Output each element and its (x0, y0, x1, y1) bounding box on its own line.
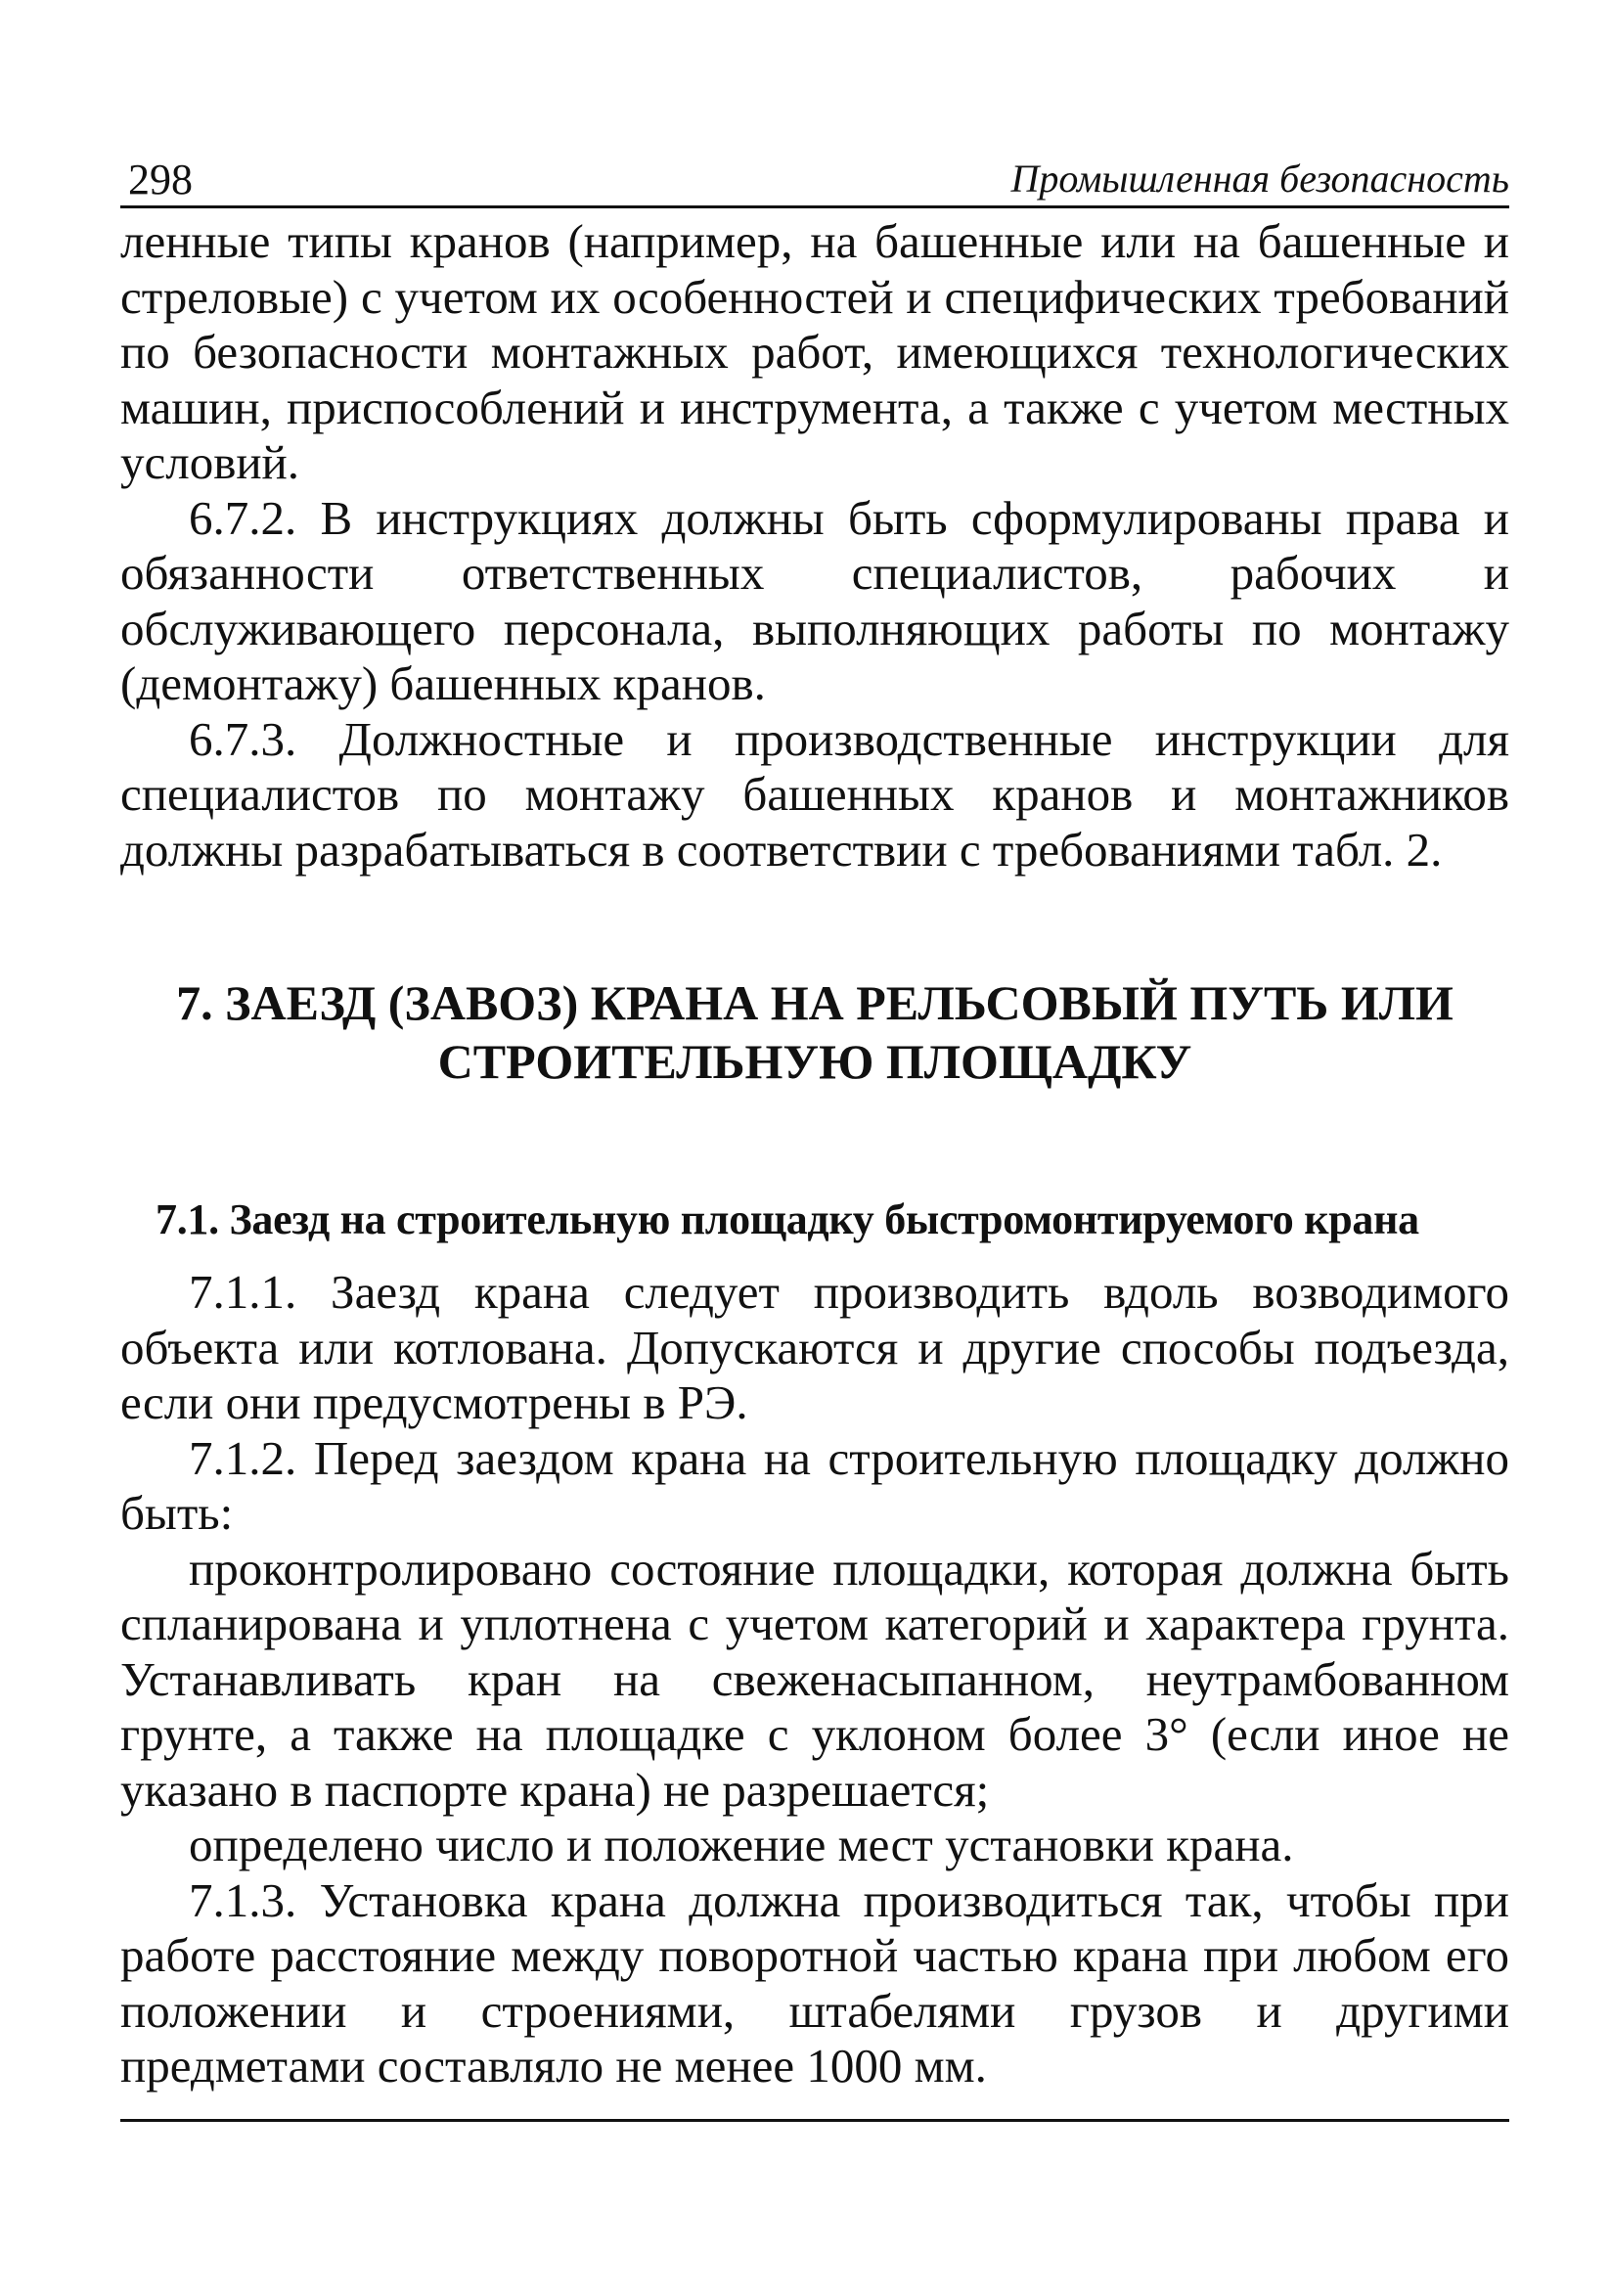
paragraph-6-7-3: 6.7.3. Должностные и производственные инструкции для специалистов по монтажу башенных кранов и монтажников должны разрабатываться в соответствии с требованиями табл. 2. (120, 711, 1509, 877)
paragraph-7-1-2: 7.1.2. Перед заездом крана на строительную площадку должно быть: (120, 1430, 1509, 1540)
running-header (120, 147, 1509, 208)
list-item-site-check: проконтролировано состояние площадки, которая должна быть спланирована и уплотнена с учетом категорий и характера грунта. Устанавливать кран на свеженасыпанном, неутрамбованном грунте, а также на площадке с уклоном более 3° (если иное не указано в паспорте крана) не разрешается; (120, 1541, 1509, 1817)
bottom-rule (120, 2119, 1509, 2122)
paragraph-7-1-3: 7.1.3. Установка крана должна производиться так, чтобы при работе расстояние между поворотной частью крана при любом его положении и строениями, штабелями грузов и другими предметами составляло не менее 1000 мм. (120, 1872, 1509, 2093)
list-item-positions: определено число и положение мест установки крана. (189, 1818, 1294, 1871)
paragraph-7-1-1: 7.1.1. Заезд крана следует производить вдоль возводимого объекта или котлована. Допускаются и другие способы подъезда, если они предусмотрены в РЭ. (120, 1265, 1509, 1429)
paragraph-continuation: ленные типы кранов (например, на башенные или на башенные и стреловые) с учетом их особенностей и специфических требований по безопасности монтажных работ, имеющихся технологических машин, приспособлений и инструмента, а также с учетом местных условий. (120, 214, 1509, 489)
running-title: Промышленная безопасность (1010, 157, 1509, 201)
chapter-heading-line-2: СТРОИТЕЛЬНУЮ ПЛОЩАДКУ (437, 1034, 1192, 1089)
page-number: 298 (128, 156, 193, 203)
paragraph-6-7-2: 6.7.2. В инструкциях должны быть сформулированы права и обязанности ответственных специалистов, рабочих и обслуживающего персонала, выполняющих работы по монтажу (демонтажу) башенных кранов. (120, 490, 1509, 710)
body-text (120, 214, 1509, 878)
section-heading: 7.1. Заезд на строительную площадку быстромонтируемого крана (156, 1195, 1419, 1243)
chapter-heading-line-1: 7. ЗАЕЗД (ЗАВОЗ) КРАНА НА РЕЛЬСОВЫЙ ПУТЬ ИЛИ (176, 975, 1453, 1030)
chapter-heading (120, 973, 1509, 1091)
section-body (120, 1265, 1509, 2094)
document-page (120, 147, 1509, 2094)
